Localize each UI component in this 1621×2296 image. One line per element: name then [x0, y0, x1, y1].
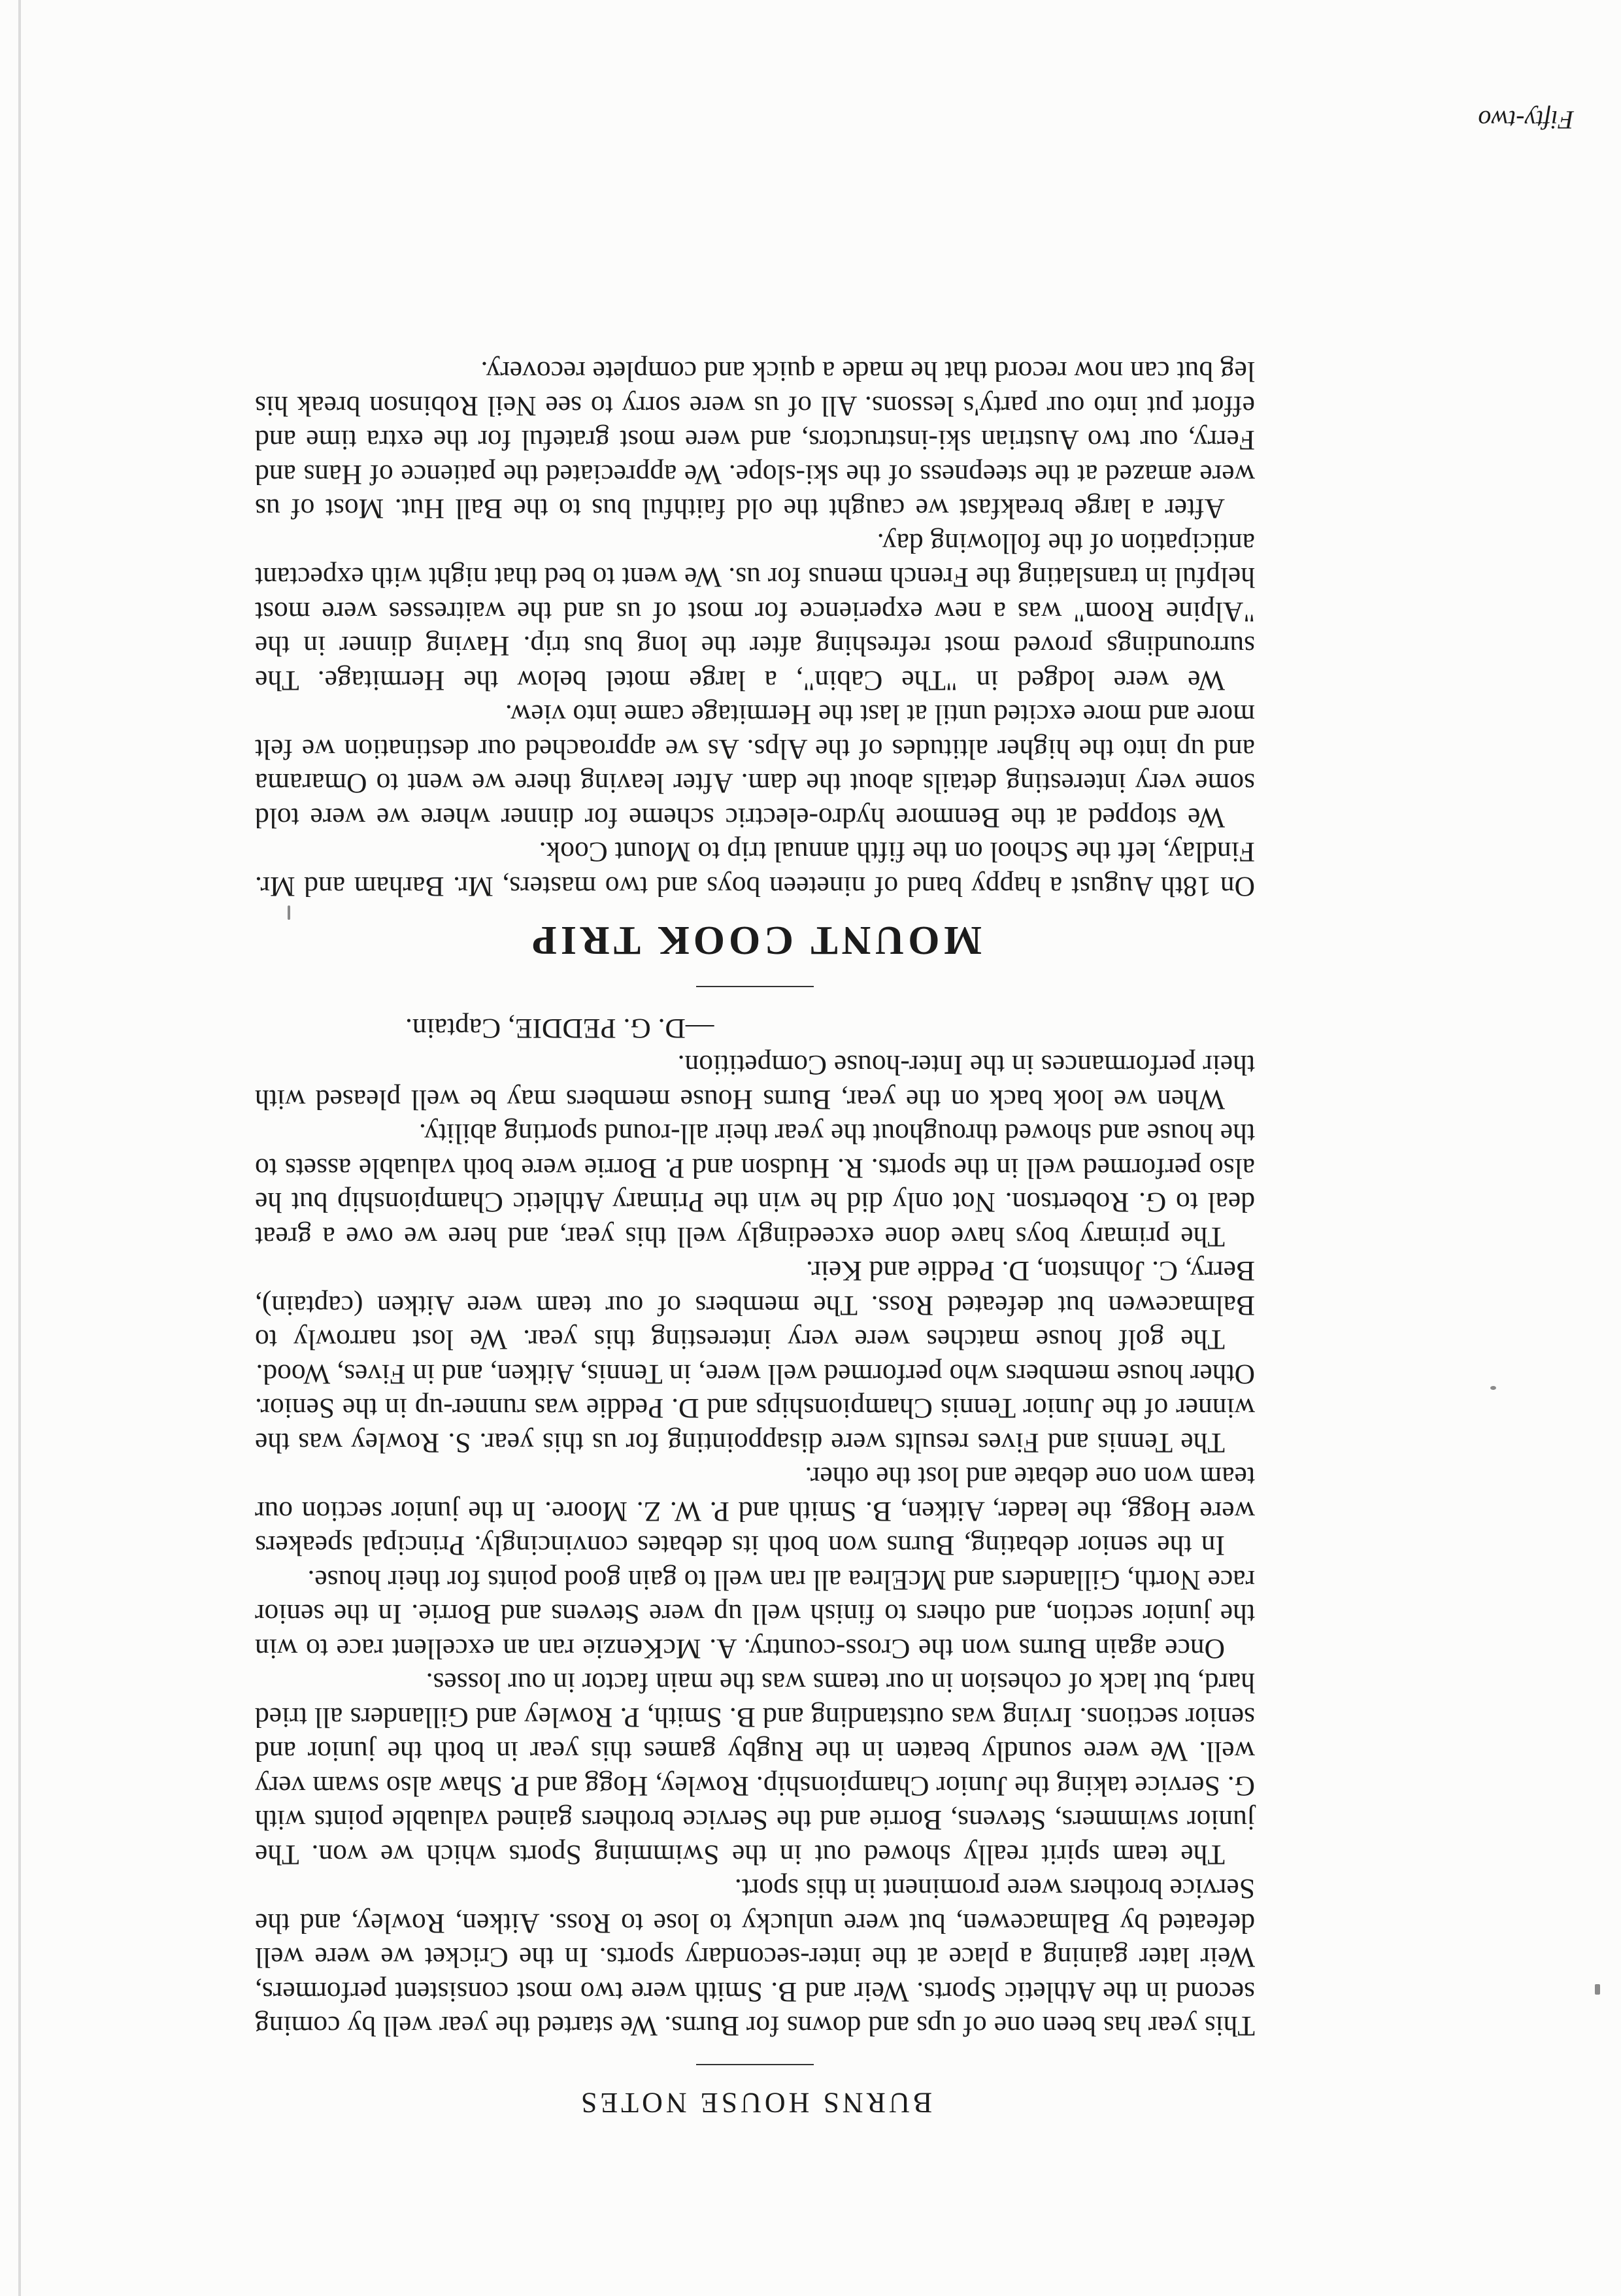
burns-paragraph: In the senior debating, Burns won both its debates convincingly. Principal speakers were Hogg, the leader, Aitken, B. Smith and P. W. Z. Moore. In the junior section our team won one debate and lost the other.	[255, 1461, 1255, 1562]
captain-signature: —D. G. PEDDIE, Captain.	[405, 1013, 714, 1044]
burns-paragraph: When we look back on the year, Burns House members may be well pleased with their performances in the Inter-house Competition.	[255, 1049, 1255, 1115]
section-divider-rule	[696, 987, 814, 988]
burns-house-heading: BURNS HOUSE NOTES	[577, 2087, 933, 2119]
burns-paragraph: Once again Burns won the Cross-country. A. McKenzie ran an excellent race to win the junior section, and others to finish well up were Stevens and Borrie. In the senior race North, Gillanders and McElrea all ran well to gain good points for their house.	[255, 1564, 1255, 1664]
mount-cook-paragraph: After a large breakfast we caught the old faithful bus to the Ball Hut. Most of us were amazed at the steepness of the ski-slope. We appreciated the patience of Hans and Ferry, our two Austrian ski-instructors, and were most grateful for the extra time and effort put into our party's lessons. All of us were sorry to see Neil Robinson break his leg but can now record that he made a quick and complete recovery.	[255, 356, 1255, 525]
heading-rule	[696, 2065, 814, 2066]
mount-cook-paragraph: We stopped at the Benmore hydro-electric scheme for dinner where we were told some very interesting details about the dam. After leaving there we went to Omarama and up into the higher altitudes of the Alps. As we approached our destination we felt more and more excited until at last the Hermitage came into view.	[255, 699, 1255, 834]
page-folio: Fifty-two	[1478, 105, 1574, 135]
mount-cook-paragraph: We were lodged in "The Cabin", a large motel below the Hermitage. The surroundings proved most refreshing after the long bus trip. Having dinner in the "Alpine Room" was a new experience for most of us and the waitresses were most helpful in translating the French menus for us. We went to bed that night with expectant anticipation of the following day.	[255, 528, 1255, 696]
burns-paragraph: The primary boys have done exceedingly well this year, and here we owe a great deal to G. Robertson. Not only did he win the Primary Athletic Championship but he also performed well in the sports. R. Hudson and P. Borrie were both valuable assets to the house and showed throughout the year their all-round sporting ability.	[255, 1118, 1255, 1253]
burns-paragraph: The team spirit really showed out in the Swimming Sports which we won. The junior swimmers, Stevens, Borrie and the Service brothers gained valuable points with G. Service taking the Junior Championship. Rowley, Hogg and P. Shaw also swam very well. We were soundly beaten in the Rugby games this year in both the junior and senior sections. Irving was outstanding and B. Smith, P. Rowley and Gillanders all tried hard, but lack of cohesion in our teams was the main factor in our losses.	[255, 1667, 1255, 1870]
burns-paragraph: The golf house matches were very interesting this year. We lost narrowly to Balmacewen but defeated Ross. The members of our team were Aitken (captain), Berry, C. Johnston, D. Peddie and Keir.	[255, 1255, 1255, 1356]
mount-cook-heading: MOUNT COOK TRIP	[528, 918, 982, 963]
text-column	[255, 354, 1255, 2119]
burns-paragraph: This year has been one of ups and downs for Burns. We started the year well by coming second in the Athletic Sports. Weir and B. Smith were two most consistent performers, Weir later gaining a place at the inter-secondary sports. In the Cricket we were well defeated by Balmacewen, but were unlucky to lose to Ross. Aitken, Rowley, and the Service brothers were prominent in this sport.	[255, 1873, 1255, 2042]
burns-paragraph: The Tennis and Fives results were disappointing for us this year. S. Rowley was the winner of the Junior Tennis Championships and D. Peddie was runner-up in the Senior. Other house members who performed well were, in Tennis, Aitken, and in Fives, Wood.	[255, 1359, 1255, 1459]
mount-cook-paragraph: On 18th August a happy band of nineteen boys and two masters, Mr. Barham and Mr. Findlay, left the School on the fifth annual trip to Mount Cook.	[255, 836, 1255, 902]
